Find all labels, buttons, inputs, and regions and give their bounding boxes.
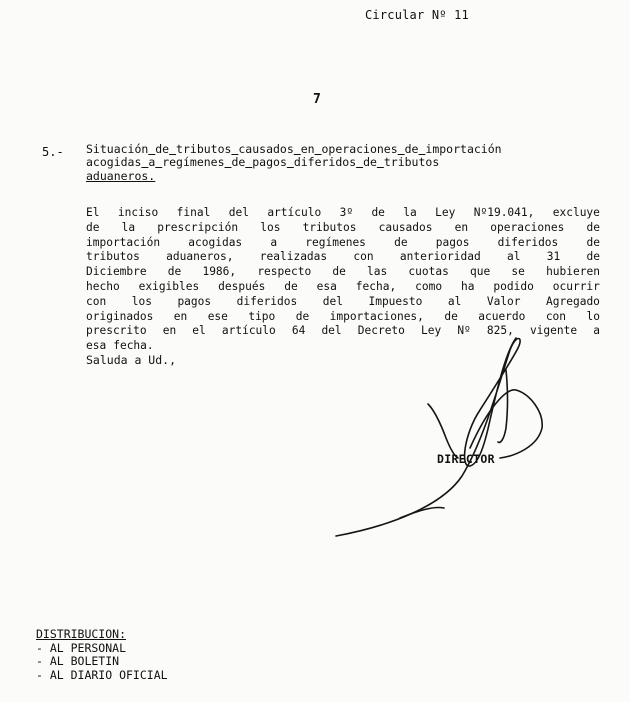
body-word: vigente — [529, 324, 578, 338]
body-word: Impuesto — [368, 294, 423, 308]
body-word: inciso — [117, 206, 159, 219]
body-word: Ley — [421, 324, 442, 338]
heading-word: operaciones — [321, 142, 398, 156]
body-word: de — [586, 250, 600, 264]
distribution-list — [36, 628, 168, 682]
body-word: después — [218, 279, 266, 293]
body-word: realizadas — [259, 250, 328, 264]
heading-word: pagos — [252, 155, 287, 170]
heading-word: importación — [425, 142, 502, 156]
body-word: Valor — [486, 294, 521, 308]
body-word: Diciembre — [86, 265, 147, 279]
body-word: las — [367, 265, 388, 279]
body-word: causados — [378, 220, 433, 234]
heading-word: causados — [238, 142, 294, 156]
heading-line — [86, 156, 601, 169]
closing-salutation: Saluda a Ud., — [86, 353, 177, 367]
section-number: 5.- — [42, 145, 64, 159]
body-word: ocurrir — [552, 279, 600, 293]
heading-word: diferidos — [293, 155, 357, 170]
body-word: de — [167, 265, 182, 279]
body-word: al — [447, 294, 462, 308]
heading-word: Situación — [86, 142, 149, 156]
body-word: de — [284, 279, 298, 293]
body-word: pagos — [435, 235, 470, 249]
body-word: lo — [586, 309, 600, 323]
body-word: de — [371, 206, 385, 219]
body-word: de — [295, 309, 310, 323]
body-word: pagos — [177, 294, 212, 308]
body-word: se — [511, 265, 525, 279]
heading-line — [86, 143, 601, 156]
body-word: prescrito — [86, 324, 147, 338]
body-word: diferidos — [236, 294, 298, 308]
body-word: en — [173, 309, 188, 323]
heading-word: acogidas — [86, 155, 142, 170]
body-word: hecho — [86, 279, 120, 293]
body-word: 64 — [291, 324, 306, 338]
body-word: Ley — [435, 206, 456, 219]
body-word: respecto — [257, 265, 312, 279]
body-word: como — [415, 279, 443, 293]
body-word: esa — [86, 339, 107, 353]
body-word: con — [353, 250, 374, 264]
body-word: importaciones, — [329, 309, 424, 323]
body-word: excluye — [552, 206, 600, 219]
body-word: en — [162, 324, 177, 338]
body-word: al — [506, 250, 521, 264]
heading-word: aduaneros. — [86, 168, 156, 183]
body-word: con — [86, 294, 107, 308]
body-word: 1986, — [202, 265, 237, 279]
body-word: Nº19.041, — [473, 206, 535, 219]
section-heading — [86, 143, 601, 183]
body-word: podido — [493, 279, 534, 293]
body-word: de — [86, 220, 100, 234]
body-word: exigibles — [138, 279, 200, 293]
heading-word: regímenes — [162, 155, 225, 170]
heading-line — [86, 170, 601, 183]
body-word: 3º — [339, 206, 354, 219]
body-word: tipo — [248, 309, 276, 323]
page-number: 7 — [313, 92, 321, 107]
body-word: los — [260, 220, 281, 234]
heading-word: tributos — [176, 142, 232, 156]
distribution-item: - AL BOLETIN — [36, 654, 120, 668]
body-word: aduaneros, — [166, 250, 234, 264]
heading-word: de — [404, 142, 419, 156]
body-word: Nº — [457, 324, 471, 338]
body-word: la — [121, 220, 136, 234]
body-word: ha — [461, 279, 475, 293]
body-word: prescripción — [157, 220, 239, 234]
body-line — [86, 206, 600, 221]
body-line — [86, 250, 600, 265]
director-title: DIRECTOR — [437, 452, 495, 466]
body-word: regímenes — [305, 235, 366, 249]
body-line — [86, 295, 600, 310]
heading-word: a — [148, 155, 156, 170]
circular-number: Circular Nº 11 — [365, 8, 469, 22]
body-word: tributos — [86, 250, 140, 264]
body-word: de — [444, 309, 458, 323]
body-word: artículo — [267, 206, 322, 219]
heading-word: de — [155, 142, 170, 156]
body-word: operaciones — [490, 220, 565, 234]
body-word: del — [321, 324, 342, 338]
body-word: anterioridad — [399, 250, 481, 264]
body-word: fecha, — [355, 279, 397, 293]
body-word: ese — [207, 309, 228, 323]
body-word: los — [131, 294, 152, 308]
body-word: fecha. — [113, 339, 154, 353]
body-line — [86, 280, 600, 295]
body-word: de — [332, 265, 346, 279]
body-word: a — [270, 235, 278, 249]
body-word: que — [470, 265, 491, 279]
body-line — [86, 221, 600, 236]
body-word: acogidas — [188, 235, 243, 249]
body-word: de — [586, 220, 600, 234]
body-word: Agregado — [546, 294, 600, 308]
body-word: cuotas — [408, 265, 449, 279]
body-word: de — [394, 235, 408, 249]
body-word: hubieren — [546, 265, 600, 279]
body-word: la — [403, 206, 417, 219]
body-word: del — [228, 206, 249, 219]
body-line — [86, 310, 600, 325]
distribution-item: - AL DIARIO OFICIAL — [36, 667, 168, 682]
distribution-item: - AL PERSONAL — [36, 640, 127, 655]
body-word: esa — [316, 279, 337, 293]
heading-word: de — [231, 155, 246, 170]
body-word: el — [192, 324, 206, 338]
body-word: Decreto — [357, 324, 405, 338]
body-word: diferidos — [497, 235, 559, 249]
body-line — [86, 265, 600, 280]
body-word: tributos — [302, 220, 357, 234]
body-word: del — [322, 294, 343, 308]
handwritten-signature — [330, 330, 570, 540]
body-word: final — [176, 206, 211, 219]
body-word: a — [593, 324, 600, 338]
body-word: artículo — [221, 324, 276, 338]
body-word: de — [586, 235, 600, 249]
body-word: acuerdo — [478, 309, 526, 323]
body-word: El — [86, 206, 100, 219]
body-word: importación — [86, 235, 161, 249]
heading-word: de — [363, 155, 377, 170]
body-word: en — [454, 220, 469, 234]
body-word: con — [545, 309, 567, 323]
body-word: originados — [86, 309, 154, 323]
body-word: 825, — [486, 324, 514, 338]
body-line — [86, 236, 600, 251]
heading-word: en — [300, 142, 315, 156]
heading-word: tributos — [383, 155, 440, 170]
distribution-title: DISTRIBUCION: — [36, 627, 127, 641]
body-word: 31 — [546, 250, 561, 264]
